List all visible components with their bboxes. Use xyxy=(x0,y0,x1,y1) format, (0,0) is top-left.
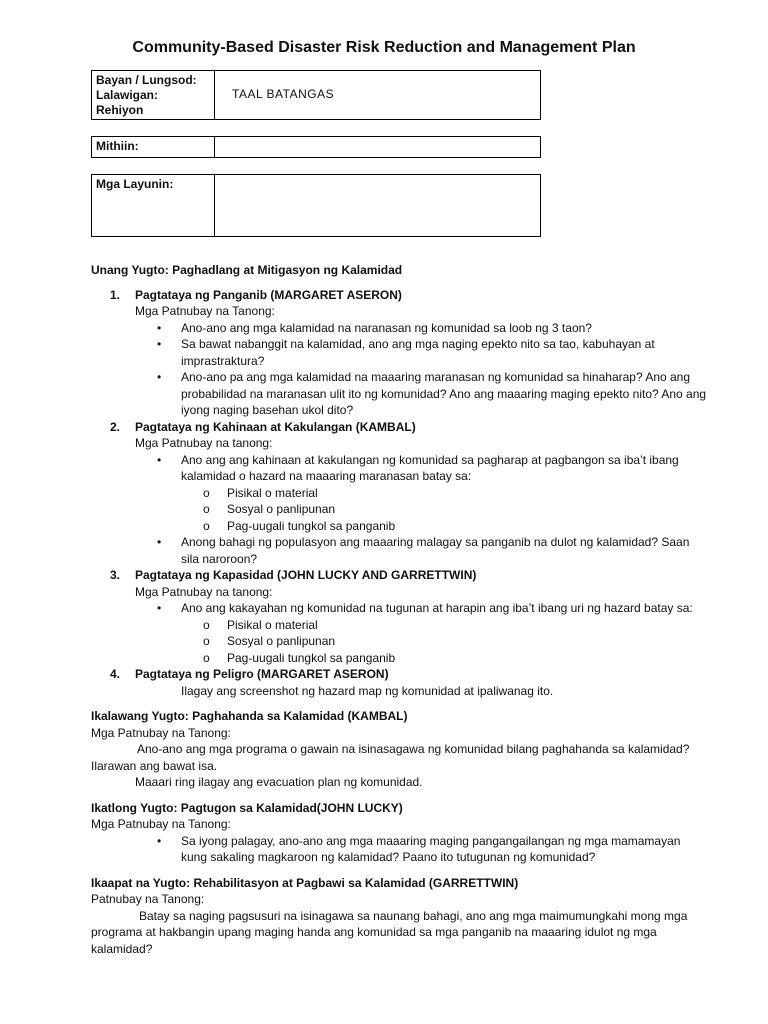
list-item-cont: kung sakaling magkaroon ng kalamidad? Paano ito tutugunan ng komunidad? xyxy=(181,850,596,864)
paragraph: Batay sa naging pagsusuri na isinagawa sa naunang bahagi, ano ang mga maimumungkahi mong mga xyxy=(139,908,688,923)
list-item-cont: imprastraktura? xyxy=(181,353,265,368)
document-body xyxy=(91,262,731,957)
item-4-text: Ilagay ang screenshot ng hazard map ng komunidad at ipaliwanag ito. xyxy=(181,683,554,698)
bullet-icon: • xyxy=(157,452,162,467)
guide-label: Mga Patnubay na tanong: xyxy=(135,436,273,450)
list-item-cont: iyong naging basehan ukol dito? xyxy=(181,403,354,417)
item-number: 2. xyxy=(110,419,121,434)
guide-label: Patnubay na Tanong: xyxy=(91,892,205,906)
circle-bullet-icon: o xyxy=(203,502,210,516)
circle-bullet-icon: o xyxy=(203,617,210,632)
item-2-title xyxy=(91,419,731,436)
guide-label: Mga Patnubay na Tanong: xyxy=(135,304,275,318)
page-title: Community-Based Disaster Risk Reduction and Management Plan xyxy=(132,39,636,56)
sub-list-item: o Pisikal o material xyxy=(203,617,318,632)
list-item: • Ano ang ang kahinaan at kakulangan ng komunidad sa pagharap at pagbangon sa iba’t ibang xyxy=(157,452,679,467)
list-item: • Ano ang kakayahan ng komunidad na tugunan at harapin ang iba’t ibang uri ng hazard batay sa: xyxy=(157,601,693,615)
guide-label: Mga Patnubay na Tanong: xyxy=(91,725,231,740)
item-1-title xyxy=(91,287,731,304)
sub-list-item: o Sosyal o panlipunan xyxy=(203,502,336,516)
list-item: • Ano-ano pa ang mga kalamidad na maaaring maranasan ng komunidad sa hinaharap? Ano ang xyxy=(157,370,691,384)
mithiin-label: Mithiin: xyxy=(92,137,215,157)
sub-list-item: o Sosyal o panlipunan xyxy=(203,634,336,648)
circle-bullet-icon: o xyxy=(203,650,210,665)
bullet-icon: • xyxy=(157,601,162,615)
item-title: Pagtataya ng Panganib (MARGARET ASERON) xyxy=(135,287,402,302)
list-item-cont: probabilidad na maranasan ulit ito ng komunidad? Ano ang maaaring maging epekto nito? Ano ang xyxy=(181,386,707,401)
list-item-cont: kalamidad o hazard na maaaring maranasan batay sa: xyxy=(181,469,472,483)
item-4-title xyxy=(91,666,731,683)
sub-list-item: o Pisikal o material xyxy=(203,485,318,500)
rehiyon-label: Rehiyon xyxy=(96,103,144,117)
section-2-heading: Ikalawang Yugto: Paghahanda sa Kalamidad (KAMBAL) xyxy=(91,709,408,723)
section-3-heading: Ikatlong Yugto: Pagtugon sa Kalamidad(JOHN LUCKY) xyxy=(91,800,403,815)
layunin-label: Mga Layunin: xyxy=(92,175,215,236)
paragraph-cont: Ilarawan ang bawat isa. xyxy=(91,758,218,773)
bullet-icon: • xyxy=(157,320,162,335)
item-number: 4. xyxy=(110,667,121,681)
guide-label: Mga Patnubay na Tanong: xyxy=(91,817,231,831)
layunin-value xyxy=(216,175,540,236)
section-4-heading: Ikaapat na Yugto: Rehabilitasyon at Pagbawi sa Kalamidad (GARRETTWIN) xyxy=(91,875,519,890)
bayan-label: Bayan / Lungsod: xyxy=(96,73,197,87)
item-title: Pagtataya ng Kapasidad (JOHN LUCKY AND GARRETTWIN) xyxy=(135,568,477,582)
paragraph-cont: kalamidad? xyxy=(91,941,153,956)
mithiin-box xyxy=(91,136,541,158)
circle-bullet-icon: o xyxy=(203,634,210,648)
paragraph: Maaari ring ilagay ang evacuation plan ng komunidad. xyxy=(135,775,423,789)
paragraph: Ano-ano ang mga programa o gawain na isinasagawa ng komunidad bilang paghahanda sa kalamidad? xyxy=(137,742,690,756)
section-1-heading: Unang Yugto: Paghadlang at Mitigasyon ng Kalamidad xyxy=(91,263,403,277)
bullet-icon: • xyxy=(157,535,162,549)
list-item-cont: sila naroroon? xyxy=(181,551,258,566)
location-labels xyxy=(92,71,215,119)
lalawigan-label: Lalawigan: xyxy=(96,88,159,102)
circle-bullet-icon: o xyxy=(203,485,210,500)
item-number: 1. xyxy=(110,287,121,302)
item-title: Pagtataya ng Peligro (MARGARET ASERON) xyxy=(135,667,389,681)
sub-list-item: o Pag-uugali tungkol sa panganib xyxy=(203,650,396,665)
list-item: • Ano-ano ang mga kalamidad na naranasan ng komunidad sa loob ng 3 taon? xyxy=(157,320,592,335)
bullet-icon: • xyxy=(157,370,162,384)
item-number: 3. xyxy=(110,568,121,582)
item-title: Pagtataya ng Kahinaan at Kakulangan (KAMBAL) xyxy=(135,419,416,434)
location-box xyxy=(91,70,541,120)
layunin-box xyxy=(91,174,541,237)
bullet-icon: • xyxy=(157,337,162,351)
paragraph-cont: programa at hakbangin upang maging handa ang komunidad sa mga panganib na maaaring idulot ng mga xyxy=(91,925,657,939)
list-item: • Sa bawat nabanggit na kalamidad, ano ang mga naging epekto nito sa tao, kabuhayan at xyxy=(157,337,655,351)
circle-bullet-icon: o xyxy=(203,518,210,533)
list-item: • Anong bahagi ng populasyon ang maaaring malagay sa panganib na dulot ng kalamidad? Saan xyxy=(157,535,690,549)
location-value: TAAL BATANGAS xyxy=(232,87,335,101)
guide-label: Mga Patnubay na tanong: xyxy=(135,584,273,599)
list-item: • Sa iyong palagay, ano-ano ang mga maaaring maging pangangailangan ng mga mamamayan xyxy=(157,833,681,848)
mithiin-value xyxy=(216,137,540,157)
sub-list-item: o Pag-uugali tungkol sa panganib xyxy=(203,518,396,533)
bullet-icon: • xyxy=(157,833,162,848)
item-3-title xyxy=(91,567,731,584)
